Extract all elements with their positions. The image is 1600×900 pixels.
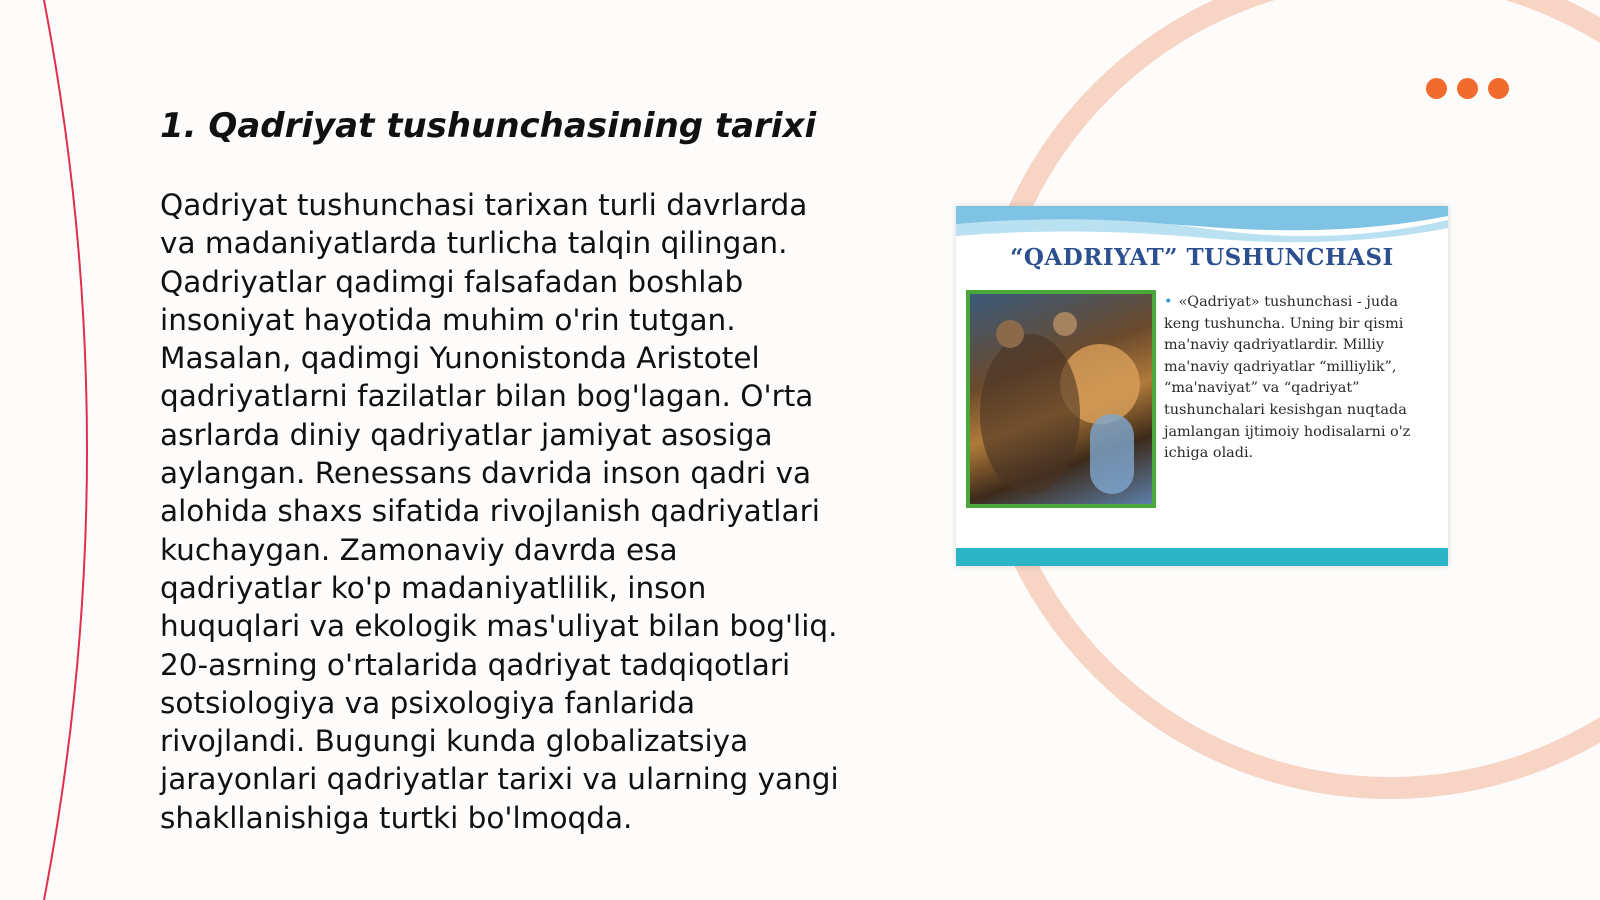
illustration-image bbox=[956, 206, 1448, 566]
page-title: 1. Qadriyat tushunchasining tarixi bbox=[160, 106, 817, 146]
image-text: • «Qadriyat» tushunchasi - juda keng tushuncha. Uning bir qismi ma'naviy qadriyatlardir. Milliy ma'naviy qadriyatlar “milliylik”, “ma'naviyat” va “qadriyat” tushunchalari kesishgan nuqtada jamlangan ijtimoiy hodisalarni o'z ichiga oladi. bbox=[1164, 294, 1411, 462]
image-heading: “QADRIYAT” TUSHUNCHASI bbox=[1010, 244, 1394, 271]
menu-dots-icon bbox=[1426, 78, 1509, 99]
left-red-curve bbox=[44, 0, 87, 900]
image-text-content: «Qadriyat» tushunchasi - juda keng tushuncha. Uning bir qismi ma'naviy qadriyatlardir. Milliy ma'naviy qadriyatlar “milliylik”, “ma'naviyat” va “qadriyat” tushunchalari kesishgan nuqtada jamlangan ijtimoiy hodisalarni o'z ichiga oladi. bbox=[1164, 294, 1411, 462]
image-bottom-bar bbox=[956, 548, 1448, 566]
painting-picture bbox=[966, 290, 1156, 508]
body-paragraph: Qadriyat tushunchasi tarixan turli davrlarda va madaniyatlarda turlicha talqin qilingan. Qadriyatlar qadimgi falsafadan boshlab insoniyat hayotida muhim o'rin tutgan. Masalan, qadimgi Yunonistonda Aristotel qadriyatlarni fazilatlar bilan bog'lagan. O'rta asrlarda diniy qadriyatlar jamiyat asosiga aylangan. Renessans davrida inson qadri va alohida shaxs sifatida rivojlanish qadriyatlari kuchaygan. Zamonaviy davrda esa qadriyatlar ko'p madaniyatlilik, inson huquqlari va ekologik mas'uliyat bilan bog'liq. 20-asrning o'rtalarida qadriyat tadqiqotlari sotsiologiya va psixologiya fanlarida rivojlandi. Bugungi kunda globalizatsiya jarayonlari qadriyatlar tarixi va ularning yangi shakllanishiga turtki bo'lmoqda. bbox=[160, 188, 839, 835]
image-wave-banner bbox=[956, 206, 1448, 246]
